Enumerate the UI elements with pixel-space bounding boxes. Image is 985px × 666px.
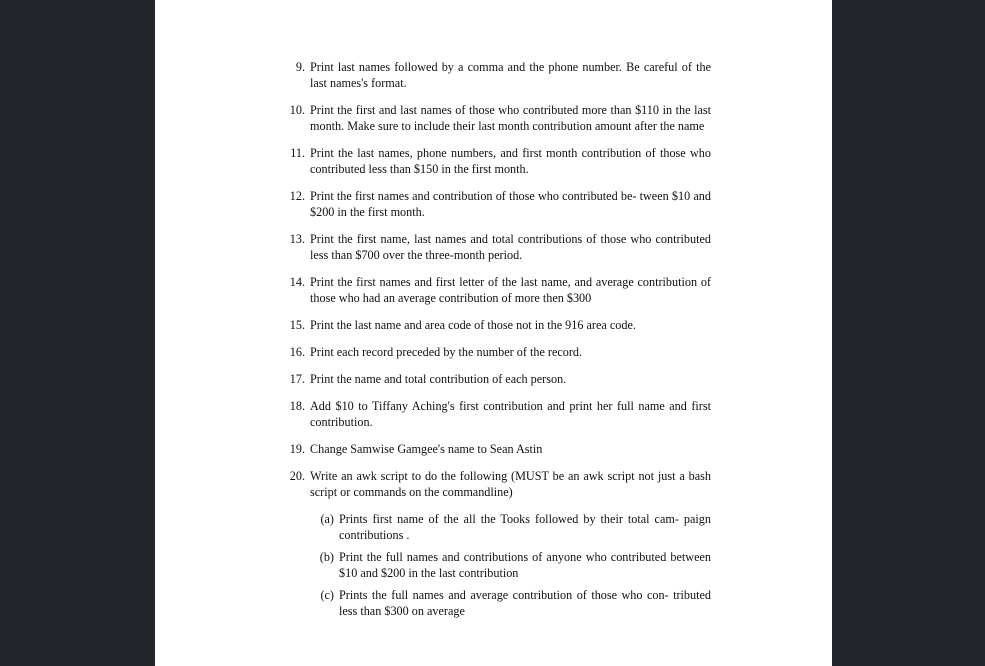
- sub-list-item: [283, 549, 711, 581]
- sub-item-text: Prints first name of the all the Tooks followed by their total cam- paign contributions .: [339, 512, 711, 542]
- list-item: [283, 59, 711, 91]
- item-number: 9.: [295, 60, 305, 74]
- list-item: [283, 317, 711, 333]
- item-number: 16.: [289, 345, 305, 359]
- item-number: 10.: [289, 103, 305, 117]
- item-text: Print the name and total contribution of each person.: [310, 372, 567, 386]
- sub-item-label: (c): [320, 588, 334, 602]
- list-item: [283, 231, 711, 263]
- sub-item-text: Print the full names and contributions of anyone who contributed between $10 and $200 in the last contribution: [339, 550, 711, 580]
- sub-list-item: [283, 511, 711, 543]
- item-number: 17.: [289, 372, 305, 386]
- item-number: 15.: [289, 318, 305, 332]
- list-item: [283, 398, 711, 430]
- list-item: [283, 102, 711, 134]
- list-item: [283, 371, 711, 387]
- item-number: 12.: [289, 189, 305, 203]
- item-text: Print the last name and area code of those not in the 916 area code.: [310, 318, 636, 332]
- list-item: [283, 344, 711, 360]
- document-page: [155, 0, 832, 666]
- item-number: 20.: [289, 469, 305, 483]
- item-text: Print the first names and first letter of the last name, and average contribution of those who had an average contribution of more then $300: [310, 275, 711, 305]
- item-text: Write an awk script to do the following (MUST be an awk script not just a bash script or commands on the commandline): [310, 469, 711, 499]
- sub-item-text: Prints the full names and average contribution of those who con- tributed less than $300 on average: [339, 588, 711, 618]
- list-item: [283, 145, 711, 177]
- item-text: Print the first names and contribution of those who contributed be- tween $10 and $200 in the first month.: [310, 189, 711, 219]
- list-item: [283, 441, 711, 457]
- item-text: Print the last names, phone numbers, and first month contribution of those who contributed less than $150 in the first month.: [310, 146, 711, 176]
- list-item: [283, 188, 711, 220]
- item-number: 19.: [289, 442, 305, 456]
- sub-item-label: (a): [320, 512, 334, 526]
- item-text: Add $10 to Tiffany Aching's first contribution and print her full name and first contribution.: [310, 399, 711, 429]
- item-number: 14.: [289, 275, 305, 289]
- item-number: 18.: [289, 399, 305, 413]
- item-number: 11.: [290, 146, 305, 160]
- list-item: [283, 274, 711, 306]
- item-text: Print last names followed by a comma and the phone number. Be careful of the last names's format.: [310, 60, 711, 90]
- sub-item-label: (b): [319, 550, 334, 564]
- item-text: Print the first and last names of those who contributed more than $110 in the last month. Make sure to include their last month contribution amount after the name: [310, 103, 711, 133]
- item-text: Change Samwise Gamgee's name to Sean Astin: [310, 442, 543, 456]
- item-number: 13.: [289, 232, 305, 246]
- sub-list: [310, 511, 711, 619]
- list-item: [283, 468, 711, 619]
- item-text: Print the first name, last names and total contributions of those who contributed less than $700 over the three-month period.: [310, 232, 711, 262]
- item-text: Print each record preceded by the number of the record.: [310, 345, 583, 359]
- sub-list-item: [283, 587, 711, 619]
- exercise-list: [283, 59, 711, 630]
